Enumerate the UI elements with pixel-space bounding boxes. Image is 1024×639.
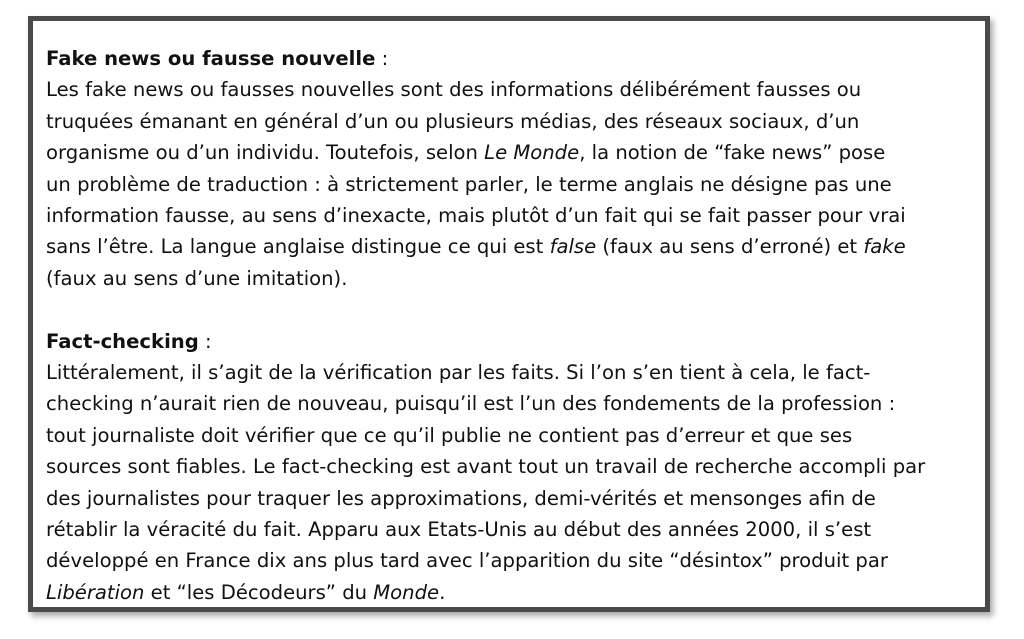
definition-text-line [46, 106, 986, 137]
definition-text-line [46, 483, 986, 514]
definition-term-suffix: : [198, 329, 212, 353]
definition-text-line [46, 231, 986, 262]
text-segment: un problème de traduction : à strictement parler, le terme anglais ne désigne pas une [46, 172, 892, 196]
definition-text-line [46, 357, 986, 388]
text-segment: sources sont fiables. Le fact-checking est avant tout un travail de recherche accompli par [46, 455, 926, 479]
text-segment: Littéralement, il s’agit de la vérification par les faits. Si l’on s’en tient à cela, le fact- [46, 361, 871, 385]
text-segment: des journalistes pour traquer les approximations, demi-vérités et mensonges afin de [46, 486, 876, 510]
italic-text: Monde [373, 580, 440, 604]
definition-heading [46, 326, 986, 357]
definition-text-line [46, 545, 986, 576]
text-segment: , la notion de “fake news” pose [579, 141, 886, 165]
text-segment: Les fake news ou fausses nouvelles sont des informations délibérément fausses ou [46, 78, 862, 102]
text-segment: checking n’aurait rien de nouveau, puisqu’il est l’un des fondements de la profession : [46, 392, 896, 416]
text-segment: et “les Décodeurs” du [144, 580, 374, 604]
italic-text: Le Monde [484, 141, 580, 165]
text-segment: (faux au sens d’erroné) et [596, 235, 864, 259]
definition-text-line [46, 420, 986, 451]
text-segment: développé en France dix ans plus tard avec l’apparition du site “désintox” produit par [46, 549, 888, 573]
text-segment: tout journaliste doit vérifier que ce qu’il publie ne contient pas d’erreur et que ses [46, 423, 853, 447]
definition-text-line [46, 74, 986, 105]
definition-text-line [46, 137, 986, 168]
text-segment: sans l’être. La langue anglaise distingue ce qui est [46, 235, 550, 259]
definition-term: Fake news ou fausse nouvelle [46, 47, 376, 70]
definition-text-line [46, 200, 986, 231]
text-segment: organisme ou d’un individu. Toutefois, selon [46, 141, 485, 165]
text-segment: information fausse, au sens d’inexacte, mais plutôt d’un fait qui se fait passer pour vrai [46, 204, 906, 228]
italic-text: false [549, 235, 597, 259]
italic-text: fake [863, 235, 906, 259]
definitions-content [46, 43, 986, 608]
definitions-box [28, 16, 990, 612]
definition-text-line [46, 263, 986, 294]
definition-text-line [46, 514, 986, 545]
text-segment: (faux au sens d’une imitation). [46, 266, 348, 290]
definition-text-line [46, 451, 986, 482]
text-segment: . [439, 580, 446, 604]
italic-text: Libération [46, 580, 145, 604]
text-segment: truquées émanant en général d’un ou plusieurs médias, des réseaux sociaux, d’un [46, 109, 860, 133]
definition-section [46, 326, 986, 609]
definition-text-line [46, 577, 986, 608]
definition-text-line [46, 169, 986, 200]
definition-text-line [46, 388, 986, 419]
definition-term: Fact-checking [46, 329, 199, 353]
text-segment: rétablir la véracité du fait. Apparu aux Etats-Unis au début des années 2000, il s’est [46, 518, 872, 542]
definition-section [46, 43, 986, 294]
definition-term-suffix: : [375, 47, 389, 70]
definition-heading [46, 43, 986, 74]
